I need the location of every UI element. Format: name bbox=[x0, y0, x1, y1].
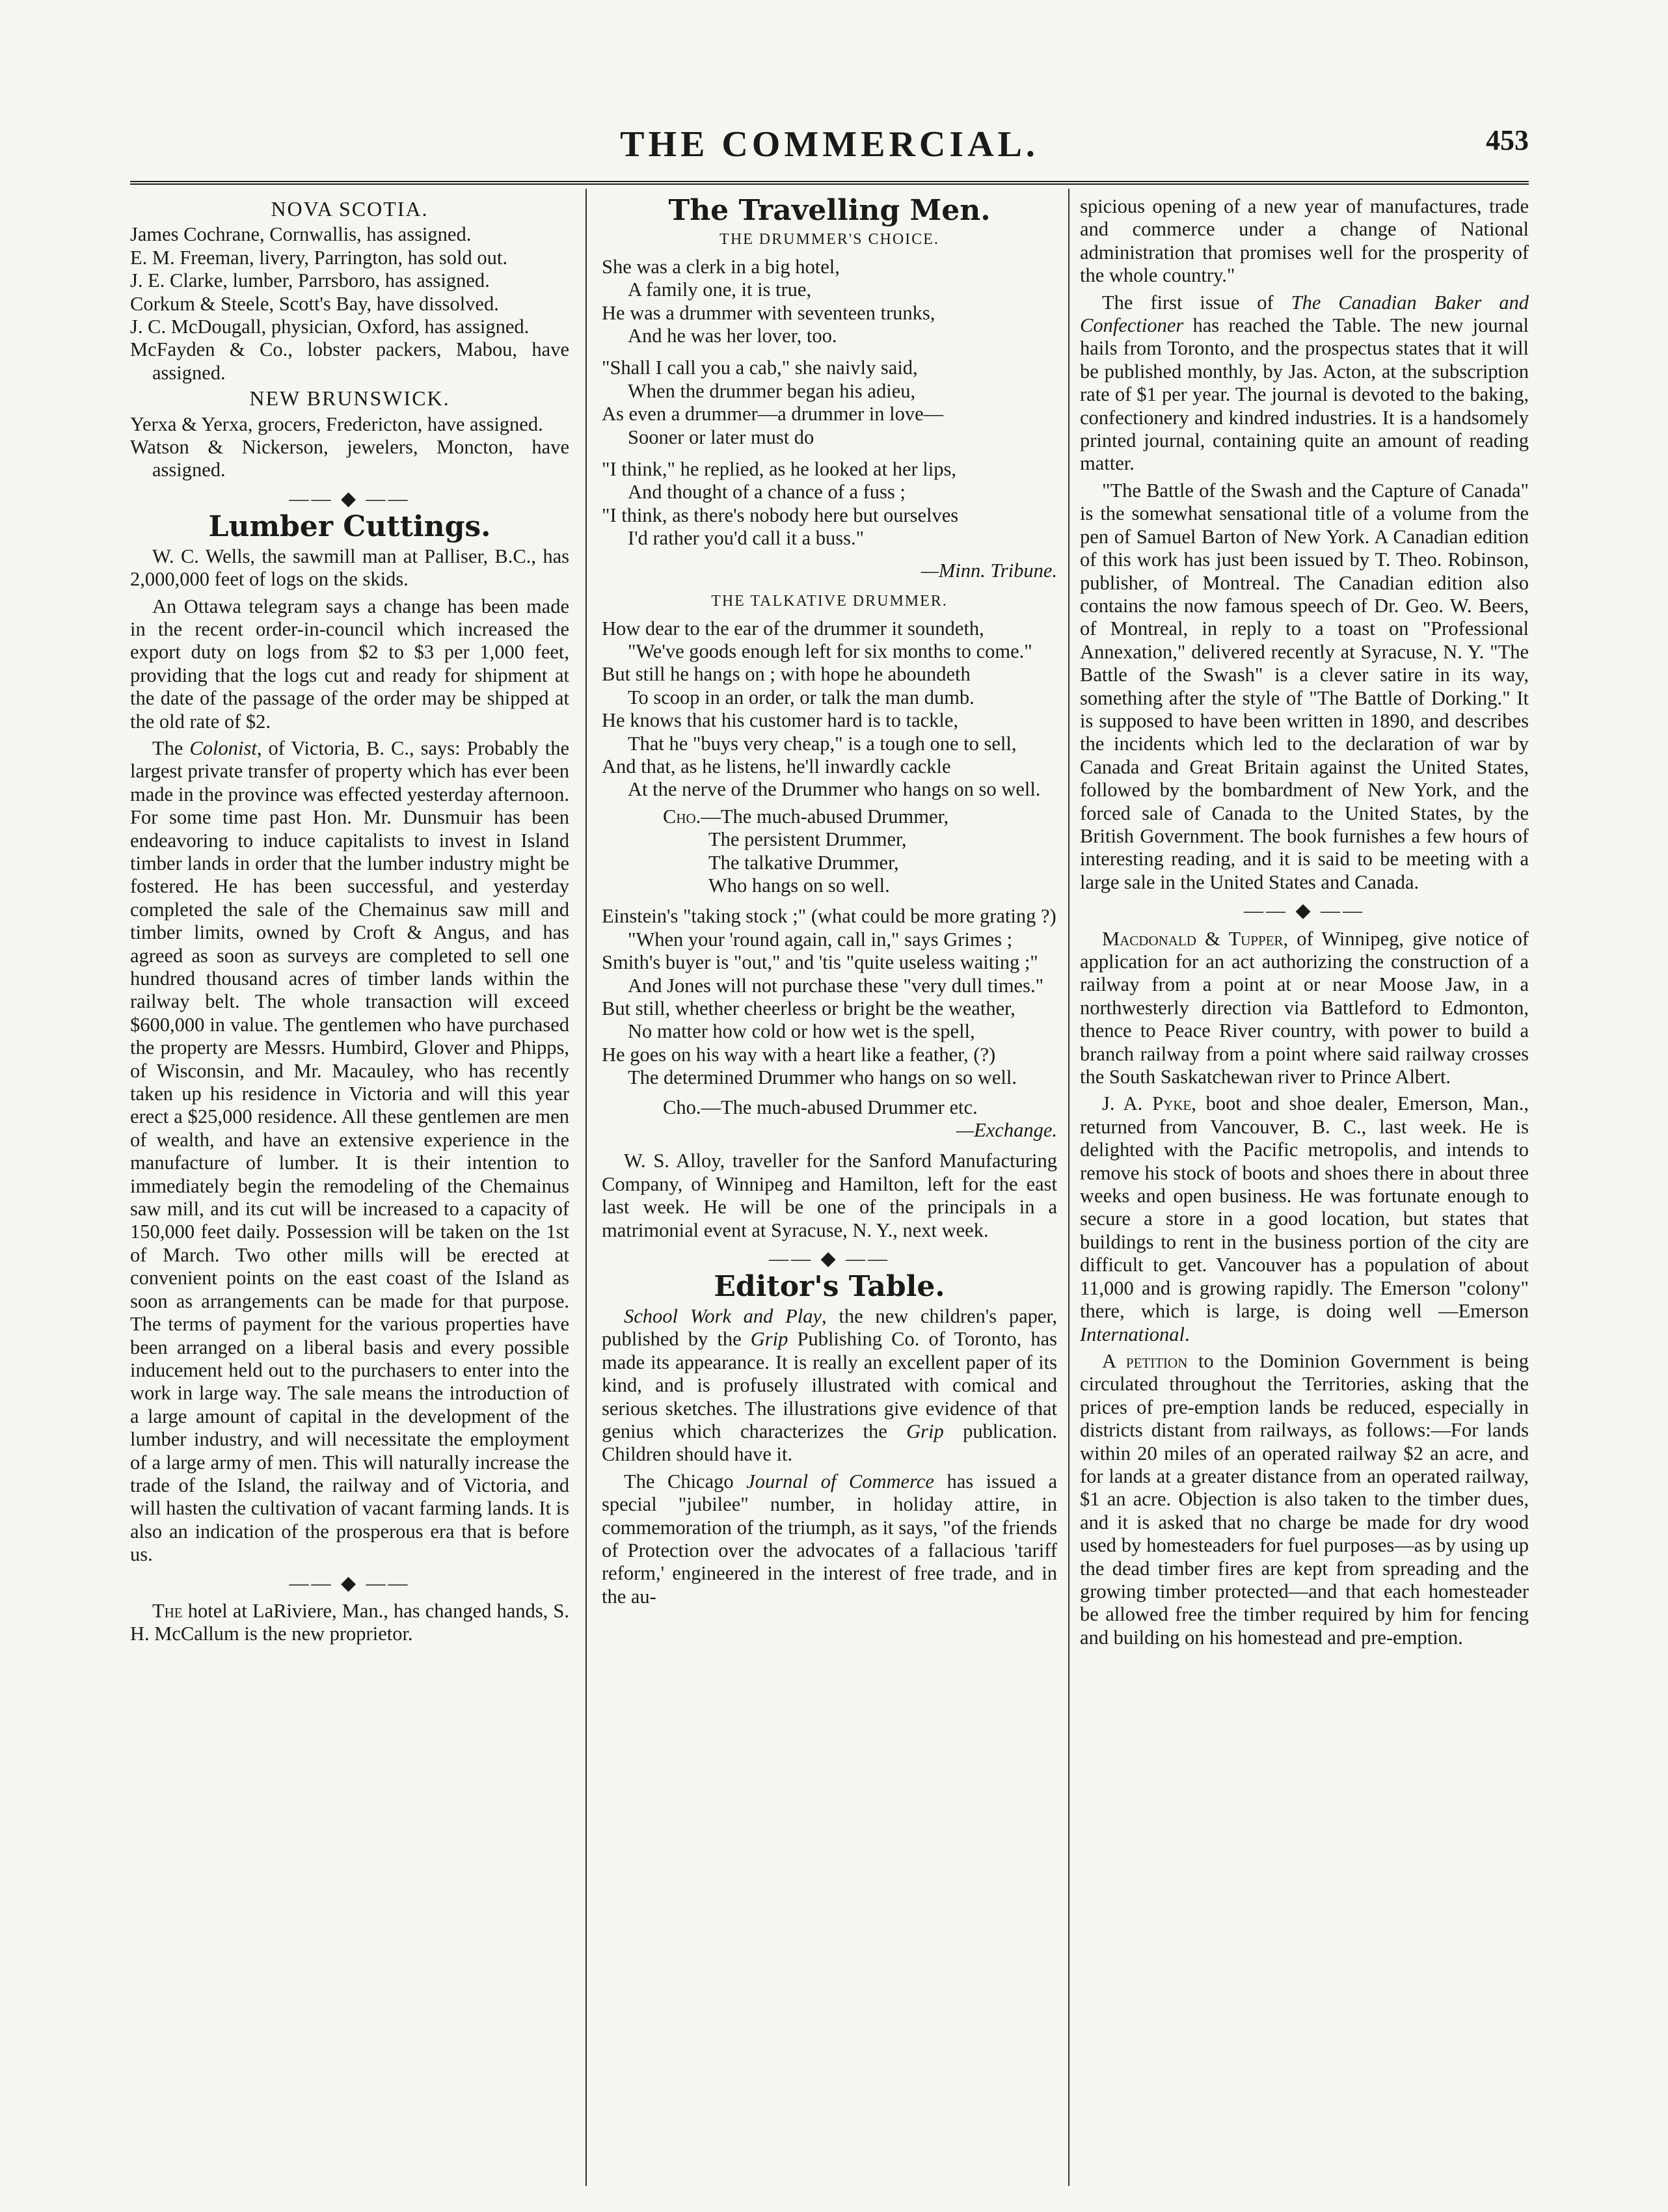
column-3 bbox=[1080, 195, 1529, 2186]
list-item: James Cochrane, Cornwallis, has assigned. bbox=[130, 223, 472, 246]
section-heading-travelling-men: The Travelling Men. bbox=[668, 195, 991, 227]
poem-title: THE TALKATIVE DRUMMER. bbox=[711, 593, 948, 610]
section-heading-editors-table: Editor's Table. bbox=[714, 1270, 945, 1304]
ornamental-divider: —— ◆ —— bbox=[289, 487, 410, 509]
article-paragraph: School Work and Play, the new children's paper, published by the Grip Publishing Co. of Toronto, has made its appearance. It is really an excellent paper of its kind, and is profusely illustrated with comical and serious sketches. The illustrations give evidence of that genius which characterizes the Grip publication. Children should have it. bbox=[602, 1304, 1057, 1466]
article-paragraph: The first issue of The Canadian Baker and Confectioner has reached the Table. The new journal hails from Toronto, and the prospectus states that it will be published monthly, by Jas. Acton, at the subscription rate of $1 per year. The journal is devoted to the baking, confectionery and kindred industries. It is a handsomely printed journal, containing quite an amount of reading matter. bbox=[1080, 291, 1529, 475]
page-number: 453 bbox=[1486, 124, 1529, 156]
list-item: J. C. McDougall, physician, Oxford, has assigned. bbox=[130, 316, 530, 338]
column-1 bbox=[130, 195, 569, 2186]
article-paragraph: The Chicago Journal of Commerce has issued a special "jubilee" number, in holiday attire, in commemoration of the triumph, as it says, "of the friends of Protection over the advocates of a fallacious 'tariff reform,' engineered in the interest of free trade, and in the au- bbox=[602, 1470, 1057, 1608]
article-paragraph: A petition to the Dominion Government is being circulated throughout the Territories, asking that the prices of pre-emption lands be reduced, especially in districts distant from railways, as follows:—For lands within 20 miles of an operated railway $2 an acre, and for lands at a greater distance from an operated railway, $1 an acre. Objection is also taken to the timber dues, and it is asked that no charge be made for dry wood used by homesteaders for fuel purposes—as by using up the dead timber fires are kept from spreading and the growing timber protected—and that each homesteader be allowed free the timber required by him for fencing and building on his homestead and pre-emption. bbox=[1080, 1349, 1529, 1649]
section-heading-nova-scotia: NOVA SCOTIA. bbox=[271, 197, 429, 221]
masthead bbox=[130, 124, 1529, 176]
section-heading-lumber: Lumber Cuttings. bbox=[208, 510, 491, 544]
article-paragraph: An Ottawa telegram says a change has been made in the recent order-in-council which increased the export duty on logs from $2 to $3 per 1,000 feet, providing that the logs cut and ready for shipment at the date of the passage of the order may be shipped at the old rate of $2. bbox=[130, 595, 569, 733]
list-item: J. E. Clarke, lumber, Parrsboro, has assigned. bbox=[130, 269, 490, 292]
article-paragraph: Macdonald & Tupper, of Winnipeg, give notice of application for an act authorizing the construction of a railway from a point at or near Moose Jaw, in a northwesterly direction via Battleford to Edmonton, thence to Peace River country, with power to build a branch railway from a point where said railway crosses the South Saskatchewan river to Prince Albert. bbox=[1080, 927, 1529, 1088]
article-paragraph: W. S. Alloy, traveller for the Sanford Manufacturing Company, of Winnipeg and Hamilton, left for the east last week. He will be one of the principals in a matrimonial event at Syracuse, N. Y., next week. bbox=[602, 1150, 1057, 1241]
article-paragraph: The hotel at LaRiviere, Man., has changed hands, S. H. McCallum is the new proprietor. bbox=[130, 1599, 569, 1645]
poem-stanza: She was a clerk in a big hotel, A family one, it is true, He was a drummer with seventeen trunks, And he was her lover, too. bbox=[602, 255, 935, 347]
article-paragraph: W. C. Wells, the sawmill man at Palliser, B.C., has 2,000,000 feet of logs on the skids. bbox=[130, 545, 569, 591]
ornamental-divider: —— ◆ —— bbox=[1243, 900, 1365, 922]
column-2: The Travelling Men. THE DRUMMER'S CHOICE. She was a clerk in a big hotel, A family one, it is true, He was a drummer with seventeen trunks, And he was her lover, too. "Shall I call you a cab," she naivly said, When the drummer began his adieu, As even a drummer—a drummer in love— Sooner or later must do "I think," he replied, as he looked at her lips, And thought of a chance of a fuss ; "I think, as there's nobody here but ourselves I'd rather you'd call it a buss." —Minn. Tribune. THE TALKATIVE DRUMMER. How dear to the ear of the drummer it soundeth, "We've goods enough left for six months to come." But still he hangs on ; with hope he aboundeth To scoop in an order, or talk the man dumb. He knows that his customer hard is to tackle, That he "buys very cheap," is a tough one to sell, And that, as he listens, he'll inwardly cackle At the nerve of the Drummer who hangs on so well. Cho.—The much-abused Drummer, The persistent Drummer, The talkative Drummer, Who hangs on so well. Einstein's "taking stock ;" (what could be more grating ?) "When your 'round again, call in," says Grimes ; Smith's buyer is "out," and 'tis "quite useless waiting ;" And Jones will not purchase these "very dull times." But still, whether cheerless or bright be the weather, No matter how cold or how wet is the spell, He goes on his way with a heart like a feather, (?) The determined Drummer who hangs on so well. Cho.—The much-abused Drummer etc. —Exchange. W. S. Alloy, traveller for the Sanford Manufacturing Company, of Winnipeg and Hamilton, left for the east last week. He will be one of the principals in a matrimonial event at Syracuse, N. Y., next week. —— ◆ —— Editor's Table. School Work and Play, the new children's paper, published by the Grip Publishing Co. of Toronto, has made its appearance. It is really an excellent paper of its kind, and is profusely illustrated with comical and serious sketches. The illustrations give evidence of that genius which characterizes the Grip publication. Children should have it. The Chicago Journal of Commerce has issued a special "jubilee" number, in holiday attire, in commemoration of the triumph, as it says, "of the friends of Protection over the advocates of a fallacious 'tariff reform,' engineered in the interest of free trade, and in the au- bbox=[602, 195, 1057, 1608]
ornamental-divider: —— ◆ —— bbox=[289, 1572, 410, 1594]
article-paragraph: spicious opening of a new year of manufactures, trade and commerce under a change of National administration that promises well for the prosperity of the whole country." bbox=[1080, 195, 1529, 287]
section-heading-new-brunswick: NEW BRUNSWICK. bbox=[249, 386, 450, 411]
article-paragraph: J. A. Pyke, boot and shoe dealer, Emerson, Man., returned from Vancouver, B. C., last week. He is delighted with the Pacific metropolis, and intends to remove his stock of boots and shoes there in about three weeks and open business. He was fortunate enough to secure a store in a good location, but states that buildings to rent in the business portion of the city are difficult to get. Vancouver has a population of about 11,000 and is growing rapidly. The Emerson "colony" there, which is large, is doing well —Emerson International. bbox=[1080, 1092, 1529, 1345]
list-item: E. M. Freeman, livery, Parrington, has sold out. bbox=[130, 246, 507, 269]
column-divider bbox=[1068, 189, 1069, 2186]
list-item: Yerxa & Yerxa, grocers, Fredericton, have assigned. bbox=[130, 412, 543, 435]
poem-stanza: "I think," he replied, as he looked at her lips, And thought of a chance of a fuss ; "I think, as there's nobody here but ourselves I'd rather you'd call it a buss." bbox=[602, 458, 959, 550]
chorus: Cho.—The much-abused Drummer, bbox=[663, 805, 949, 828]
poem-stanza: "Shall I call you a cab," she naivly said, When the drummer began his adieu, As even a drummer—a drummer in love— Sooner or later must do bbox=[602, 357, 944, 448]
poem-title: THE DRUMMER'S CHOICE. bbox=[720, 231, 939, 249]
article-paragraph: The Colonist, of Victoria, B. C., says: Probably the largest private transfer of property which has ever been made in the province was effected yesterday afternoon. For some time past Hon. Mr. Dunsmuir has been endeavoring to induce capitalists to invest in Island timber lands in order that the lumber industry might be fostered. He has been successful, and yesterday completed the sale of the Chemainus saw mill and timber limits, owned by Croft & Angus, and has agreed as soon as surveys are completed to sell one hundred thousand acres of timber lands within the railway belt. The whole transaction will exceed $600,000 in value. The gentlemen who have purchased the property are Messrs. Humbird, Glover and Phipps, of Wisconsin, and Mr. Macauley, who has recently taken up his residence in Victoria and will this year erect a $25,000 residence. All these gentlemen are men of wealth, and have an extensive experience in the manufacture of lumber. It is their intention to immediately begin the remodeling of the Chemainus saw mill, and its cut will be increased to a capacity of 150,000 feet daily. Possession will be taken on the 1st of March. Two other mills will be erected at convenient points on the east coast of the Island as soon as arrangements can be made for that purpose. The terms of payment for the various properties have been arranged on a liberal basis and every possible inducement held out to the purchasers to enter into the work in large way. The sale means the introduction of a large amount of capital in the development of the lumber industry, and will necessitate the employment of a large army of men. This will naturally increase the trade of the Island, the railway and of Victoria, and will hasten the cultivation of vacant farming lands. It is also an indication of the prosperous era that is before us. bbox=[130, 736, 569, 1566]
column-divider bbox=[585, 189, 587, 2186]
chorus: Cho.—The much-abused Drummer etc. bbox=[663, 1096, 978, 1118]
list-item: Watson & Nickerson, jewelers, Moncton, have assigned. bbox=[130, 436, 569, 481]
poem-attribution: —Minn. Tribune. bbox=[921, 559, 1057, 582]
list-item: Corkum & Steele, Scott's Bay, have dissolved. bbox=[130, 292, 499, 315]
poem-attribution: —Exchange. bbox=[956, 1119, 1057, 1142]
article-paragraph: "The Battle of the Swash and the Capture of Canada" is the somewhat sensational title of a volume from the pen of Samuel Barton of New York. A Canadian edition of this work has just been issued by T. Theo. Robinson, publisher, of Montreal. The Canadian edition also contains the now famous speech of Dr. Geo. W. Beers, of Montreal, in reply to a toast on "Professional Annexation," delivered recently at Syracuse, N. Y. "The Battle of the Swash" is a clever satire in its way, something after the style of "The Battle of Dorking." It is supposed to have been written in 1890, and describes the incidents which led to the declaration of war by Canada and Great Britain against the United States, followed by the bombardment of New York, and the forced sale of Canada to the United States, by the British Government. The book furnishes a few hours of interesting reading, and it is said to be meeting with a large sale in the United States and Canada. bbox=[1080, 479, 1529, 893]
newspaper-title: THE COMMERCIAL. bbox=[620, 124, 1039, 165]
ornamental-divider: —— ◆ —— bbox=[768, 1248, 891, 1270]
masthead-rule bbox=[130, 181, 1529, 185]
list-item: McFayden & Co., lobster packers, Mabou, have assigned. bbox=[130, 338, 569, 384]
